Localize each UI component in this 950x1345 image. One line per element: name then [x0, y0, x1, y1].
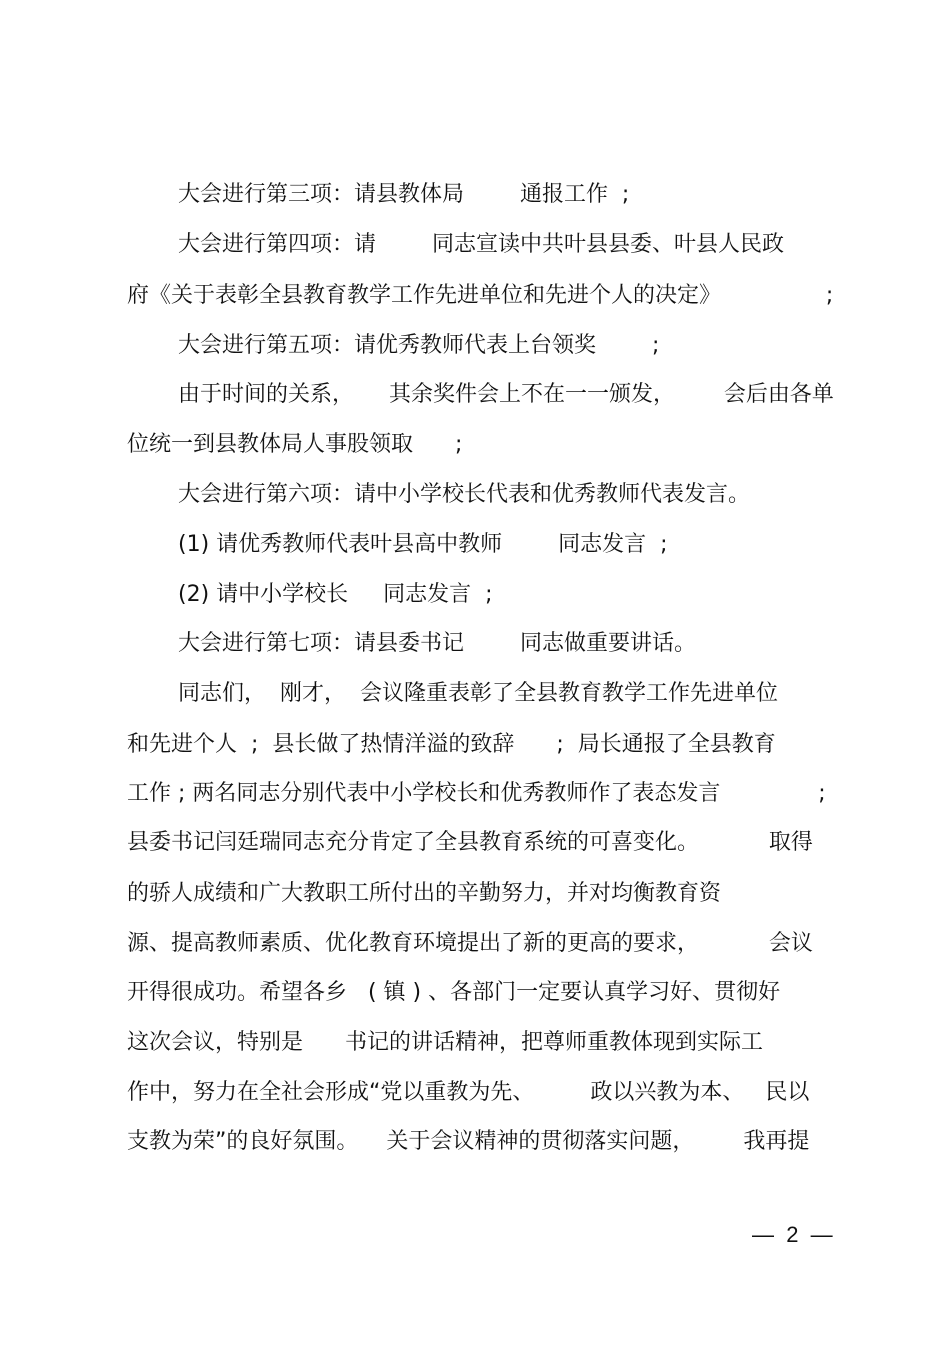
text-line: 源、提高教师素质、优化教育环境提出了新的更高的要求， 会议	[127, 931, 813, 956]
text-line: 大会进行第五项：请优秀教师代表上台领奖 ;	[178, 333, 660, 358]
text-line: 支教为荣”的良好氛围。 关于会议精神的贯彻落实问题， 我再提	[127, 1129, 810, 1154]
text-line: 开得很成功。希望各乡 ( 镇 ) 、各部门一定要认真学习好、贯彻好	[127, 980, 781, 1005]
text-line: 由于时间的关系， 其余奖件会上不在一一颁发， 会后由各单	[178, 382, 834, 407]
text-line: 大会进行第七项：请县委书记 同志做重要讲话。	[178, 631, 696, 656]
text-line: 大会进行第四项：请 同志宣读中共叶县县委、叶县人民政	[178, 232, 784, 257]
text-line: 的骄人成绩和广大教职工所付出的辛勤努力，并对均衡教育资	[127, 881, 722, 906]
text-line: 和先进个人 ; 县长做了热情洋溢的致辞 ; 局长通报了全县教育	[127, 732, 776, 757]
text-line: 这次会议，特别是 书记的讲话精神，把尊师重教体现到实际工	[127, 1030, 763, 1055]
text-line: (2) 请中小学校长 同志发言 ;	[178, 582, 493, 607]
text-line: 工作 ; 两名同志分别代表中小学校长和优秀教师作了表态发言 ;	[127, 781, 826, 806]
text-line: (1) 请优秀教师代表叶县高中教师 同志发言 ;	[178, 532, 668, 557]
text-line: 位统一到县教体局人事股领取 ;	[127, 432, 463, 457]
text-line: 府《关于表彰全县教育教学工作先进单位和先进个人的决定》 ;	[127, 283, 834, 308]
text-line: 大会进行第三项：请县教体局 通报工作 ;	[178, 182, 630, 207]
text-line: 作中，努力在全社会形成“党以重教为先、 政以兴教为本、 民以	[127, 1080, 810, 1105]
text-line: 县委书记闫廷瑞同志充分肯定了全县教育系统的可喜变化。 取得	[127, 830, 813, 855]
text-line: 大会进行第六项：请中小学校长代表和优秀教师代表发言。	[178, 482, 751, 507]
text-line: 同志们， 刚才， 会议隆重表彰了全县教育教学工作先进单位	[178, 681, 778, 706]
page-number: — 2 —	[752, 1222, 833, 1247]
